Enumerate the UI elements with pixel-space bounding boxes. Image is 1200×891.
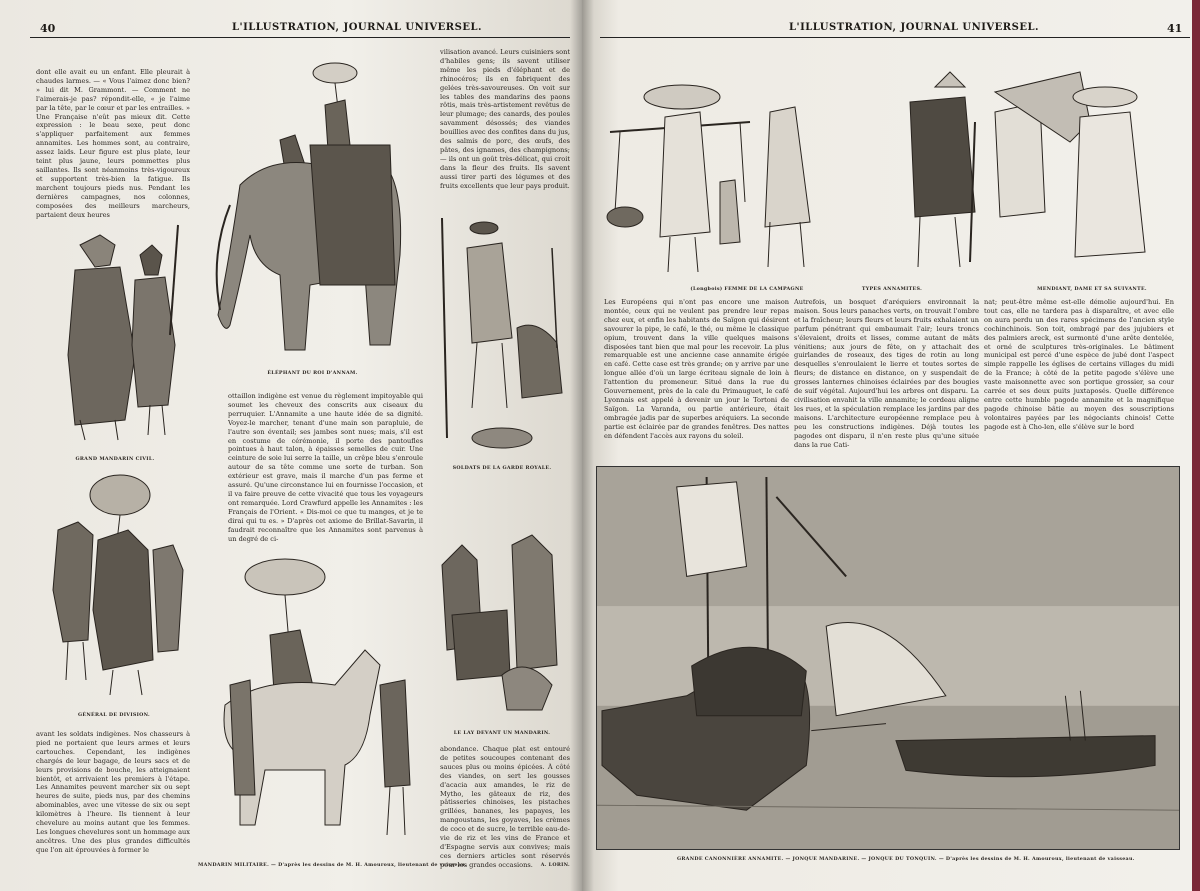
article-column-3: nat; peut-être même est-elle démolie aujourd'hui. En tout cas, elle ne tardera pas à disparaître, et avec elle on aura perdu un des rares spécimens de l'ancien style cochinchinois. Son toit, ombragé par des jujubiers et des palmiers areck, est surmonté d'une arête dentelée, et orné de sculptures très-originales. Le bâtiment municipal est percé d'une espèce de jubé dont l'aspect simple rappelle les églises de certains villages du midi de la France; à côté de la petite pagode s'élève une vaste maisonnette avec son portique grossier, sa cour carrée et ses deux puits juxtaposés. Quelle différence entre cette humble pagode annamite et la magnifique pagode chinoise bâtie au moyen des souscriptions volontaires payées par les négociants chinois! Cette pagode est à Cho-len, elle s'élève sur le bord xyxy=(984,298,1174,431)
illustration-types-annamites xyxy=(600,62,1180,282)
illustration-soldats xyxy=(432,208,572,458)
article-column-1: Les Européens qui n'ont pas encore une maison montée, ceux qui ne veulent pas prendre leur repas chez eux, et enfin les habitants de Saïgon qui désirent savourer la pipe, le café, le thé, ou même le classique opium, trouvent dans la ville quelques maisons disposées tant bien que mal pour les recevoir. La plus remarquable est une ancienne case annamite érigée en café. Cette case est très grande; on y arrive par une longue allée d'où un large écriteau signale de loin à l'attention du promeneur. Situé dans la rue du Gouvernement, près de la cale du Primauguet, le café Lyonnais est appelé à devenir un jour le Tortoni de Saïgon. La Varanda, ou partie antérieure, était ombragée jadis par de superbes aréquiers. La seconde partie est éclairée par de grandes fenêtres. Des nattes en défendent l'accès aux rayons du soleil. xyxy=(604,298,789,440)
header-rule xyxy=(30,37,570,38)
caption-elephant: ÉLÉPHANT DU ROI D'ANNAM. xyxy=(267,370,358,376)
running-head: L'ILLUSTRATION, JOURNAL UNIVERSEL. xyxy=(232,22,482,33)
caption-mandarin-militaire: MANDARIN MILITAIRE. — D'après les dessins de M. H. Amouroux, lieutenant de vaisseau. xyxy=(198,862,467,868)
illustration-canonniere xyxy=(596,466,1180,850)
caption-canonniere: GRANDE CANONNIÈRE ANNAMITE. — JONQUE MANDARINE. — JONQUE DU TONQUIN. — D'après les dessins de M. H. Amouroux, lieutenant de vaisseau. xyxy=(677,856,1135,862)
header-rule xyxy=(600,37,1190,38)
article-column-1-top: dont elle avait eu un enfant. Elle pleurait à chaudes larmes. — « Vous l'aimez donc bien? » lui dit M. Grammont. — Comment ne l'aimerais-je pas? répondit-elle, « je l'aime par la tête, par le cœur et par les entrailles. » Une Française n'eût pas mieux dit. Cette expression : le beau sexe, peut donc s'appliquer parfaitement aux femmes annamites. Les hommes sont, au contraire, assez laids. Leur figure est plus plate, leur teint plus jaune, leurs pommettes plus saillantes. Ils sont néanmoins très-vigoureux et supportent très-bien la fatigue. Ils marchent toujours pieds nus. Pendant les dernières campagnes, nos colonnes, composées des meilleurs marcheurs, partaient deux heures xyxy=(36,68,190,219)
caption-general: GÉNÉRAL DE DIVISION. xyxy=(77,712,151,718)
author-signature: A. LORIN. xyxy=(540,862,570,868)
right-page xyxy=(582,0,1192,891)
illustration-grand-mandarin xyxy=(40,205,190,445)
article-column-1-bottom: avant les soldats indigènes. Nos chasseurs à pied ne portaient que leurs armes et leurs cartouches. Cependant, les indigènes chargés de leur bagage, de leurs sacs et de leurs provisions de bouche, les atteignaient bientôt, et arrivaient les premiers à l'étape. Les Annamites peuvent marcher six ou sept heures de suite, pieds nus, par des chemins abominables, avec une vitesse de six ou sept kilomètres à l'heure. Ils tiennent à leur chevelure au moins autant que les femmes. Les longues chevelures sont un hommage aux ancêtres. Une des plus grandes difficultés que l'on ait éprouvées à former le xyxy=(36,730,190,854)
left-page xyxy=(0,0,582,891)
caption-soldats: SOLDATS DE LA GARDE ROYALE. xyxy=(452,465,552,471)
caption-grand-mandarin: GRAND MANDARIN CIVIL. xyxy=(75,456,155,462)
page-number: 40 xyxy=(40,22,56,35)
illustration-general xyxy=(38,470,190,705)
article-column-2: ottaillon indigène est venue du règlement impitoyable qui soumet les cheveux des conscrits aux ciseaux du perruquier. L'Annamite a une haute idée de sa dignité. Voyez-le marcher, tenant d'une main son parapluie, de l'autre son éventail; ses jambes sont nues; mais, s'il est en costume de cérémonie, il porte des pantoufles pointues à haut talon, à épaisses semelles de cuir. Une ceinture de soie lui serre la taille, un crêpe bleu s'enroule autour de sa tête comme une sorte de turban. Son extérieur est grave, mais il marche d'un pas ferme et assuré. Qu'une circonstance lui en fournisse l'occasion, et il va faire preuve de cette vivacité que tous les voyageurs ont remarquée. Lord Crawfurd appelle les Annamites : les Français de l'Orient. « Dis-moi ce que tu manges, et je te dirai qui tu es. » D'après cet axiome de Brillat-Savarin, il faudrait reconnaître que les Annamites sont parvenus à un degré de ci- xyxy=(228,392,423,543)
caption-femme-campagne: (Longbois) FEMME DE LA CAMPAGNE xyxy=(690,286,804,292)
illustration-le-lay xyxy=(432,525,572,720)
illustration-elephant xyxy=(200,55,425,365)
article-column-2: Autrefois, un bosquet d'aréquiers environnait la maison. Sous leurs panaches verts, on trouvait l'ombre et la fraîcheur; leurs fleurs et leurs fruits exhalaient un parfum pénétrant qui embaumait l'air; leurs troncs s'élevaient, droits et lisses, comme autant de mâts vénitiens; aux jours de fête, on y attachait des guirlandes de roseaux, des tiges de rotin au long desquelles s'enroulaient le lierre et toutes sortes de fleurs; de distance en distance, on y suspendait de grosses lanternes chinoises éclairées par des bougies de suif végétal. Aujourd'hui les arbres ont disparu. La civilisation envahit la ville annamite; le cordeau aligne les rues, et la spéculation remplace les jardins par des maisons. L'architecture européenne remplace peu à peu les constructions indigènes. Déjà toutes les pagodes ont disparu, il n'en reste plus qu'une située dans la rue Cati- xyxy=(794,298,979,449)
article-column-3-bottom: abondance. Chaque plat est entouré de petites soucoupes contenant des sauces plus ou moins épicées. À côté des viandes, on sert les gousses d'acacia aux amandes, le riz de Mytho, les gâteaux de riz, des pâtisseries chinoises, les pistaches grillées, bananes, les papayes, les mangoustans, les goyaves, les crèmes de coco et de sucre, le terrible eau-de-vie de riz et les vins de France et d'Espagne servis aux convives; mais ces derniers articles sont réservés pour les grandes occasions. xyxy=(440,745,570,869)
page-number: 41 xyxy=(1167,22,1183,35)
running-head: L'ILLUSTRATION, JOURNAL UNIVERSEL. xyxy=(789,22,1039,33)
caption-le-lay: LE LAY DEVANT UN MANDARIN. xyxy=(453,730,551,736)
book-gutter xyxy=(570,0,594,891)
caption-mendiant: MENDIANT, DAME ET SA SUIVANTE. xyxy=(1037,286,1147,292)
article-column-3-top: vilisation avancé. Leurs cuisiniers sont d'habiles gens; ils savent utiliser même les pieds d'éléphant et de rhinocéros; ils en fabriquent des gelées très-savoureuses. On voit sur les tables des mandarins des paons rôtis, mais très-artistement revêtus de leur plumage; des canards, des poules savamment désossés; des viandes bouillies avec des confites dans du jus, des salmis de porc, des œufs, des pâtes, des ignames, des champignons; — ils ont un goût très-délicat, qui croit dans la fleur des fruits. Ils savent aussi tirer parti des légumes et des fruits excellents que leur pays produit. xyxy=(440,48,570,190)
illustration-mandarin-militaire xyxy=(205,555,425,855)
caption-types-annamites: TYPES ANNAMITES. xyxy=(861,286,923,292)
book-cover-edge xyxy=(1192,0,1200,891)
